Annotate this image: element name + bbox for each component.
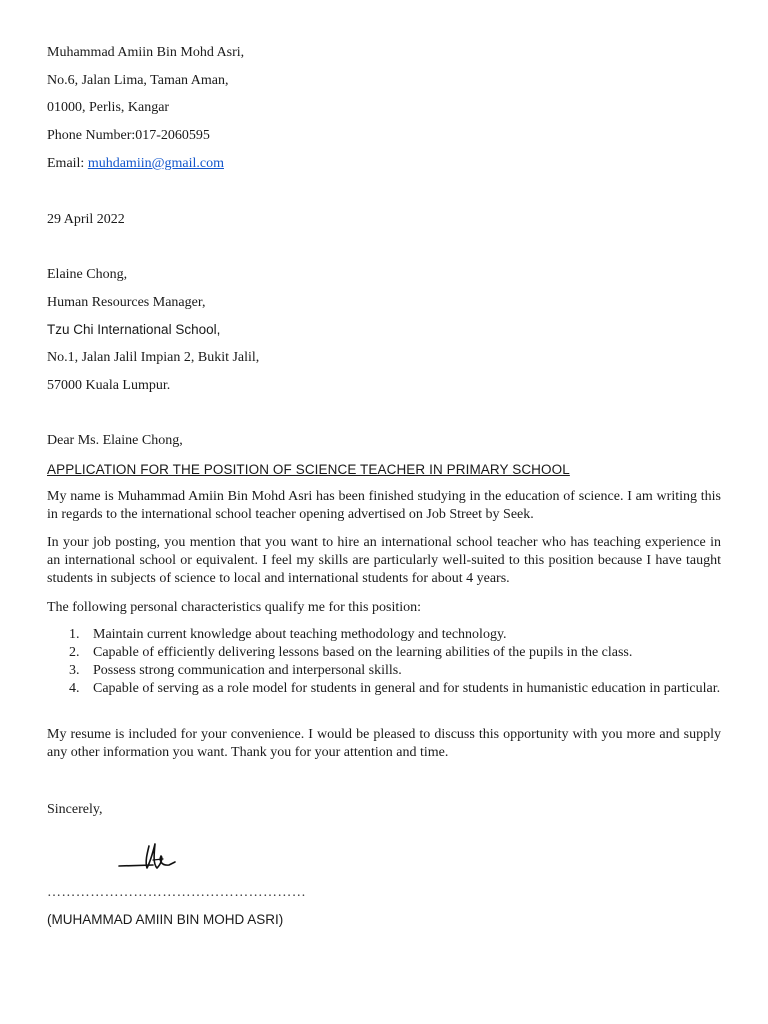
letter-date: 29 April 2022 xyxy=(47,212,125,227)
sender-phone: Phone Number:017-2060595 xyxy=(47,128,210,143)
list-item-text: Capable of efficiently delivering lessons based on the learning abilities of the pupils in the class. xyxy=(93,645,633,660)
list-item xyxy=(47,644,721,662)
recipient-name: Elaine Chong, xyxy=(47,267,128,282)
qualifications-list xyxy=(47,626,721,698)
list-item-number: 1. xyxy=(69,627,80,642)
sender-email-line xyxy=(47,155,224,173)
list-item xyxy=(47,680,721,698)
signature-dotted-line: ……………………………………………… xyxy=(47,885,307,900)
list-item-number: 3. xyxy=(69,663,80,678)
list-intro: The following personal characteristics qualify me for this position: xyxy=(47,600,422,615)
handwritten-signature xyxy=(117,838,181,878)
body-paragraph-2: In your job posting, you mention that you want to hire an international school teacher who has teaching experience in an international school or equivalent. I feel my skills are particularly well-suited to this position because I have taught students in subjects of science to local and international students for about 4 years. xyxy=(47,535,721,586)
list-item xyxy=(47,662,721,680)
body-paragraph-3: My resume is included for your convenience. I would be pleased to discuss this opportunity with you more and supply any other information you want. Thank you for your attention and time. xyxy=(47,727,721,760)
list-item xyxy=(47,626,721,644)
recipient-title: Human Resources Manager, xyxy=(47,295,206,310)
recipient-school: Tzu Chi International School, xyxy=(47,322,221,337)
email-link[interactable]: muhdamiin@gmail.com xyxy=(87,156,224,171)
list-item-text: Possess strong communication and interpersonal skills. xyxy=(93,663,402,678)
email-label: Email: xyxy=(47,156,88,171)
sender-address-line2: 01000, Perlis, Kangar xyxy=(47,100,170,115)
subject-line: APPLICATION FOR THE POSITION OF SCIENCE TEACHER IN PRIMARY SCHOOL xyxy=(47,462,570,477)
salutation: Dear Ms. Elaine Chong, xyxy=(47,433,183,448)
sender-address-line1: No.6, Jalan Lima, Taman Aman, xyxy=(47,73,229,88)
sender-name: Muhammad Amiin Bin Mohd Asri, xyxy=(47,45,245,60)
list-item-number: 2. xyxy=(69,645,80,660)
list-item-number: 4. xyxy=(69,681,80,696)
body-paragraph-1: My name is Muhammad Amiin Bin Mohd Asri has been finished studying in the education of science. I am writing this in regards to the international school teacher opening advertised on Job Street by Seek. xyxy=(47,489,721,522)
recipient-address-line1: No.1, Jalan Jalil Impian 2, Bukit Jalil, xyxy=(47,350,260,365)
signatory-name: (MUHAMMAD AMIIN BIN MOHD ASRI) xyxy=(47,912,284,927)
recipient-address-line2: 57000 Kuala Lumpur. xyxy=(47,378,171,393)
list-item-text: Maintain current knowledge about teaching methodology and technology. xyxy=(93,627,507,642)
closing: Sincerely, xyxy=(47,802,103,817)
list-item-text: Capable of serving as a role model for students in general and for students in humanistic education in particular. xyxy=(93,681,721,696)
